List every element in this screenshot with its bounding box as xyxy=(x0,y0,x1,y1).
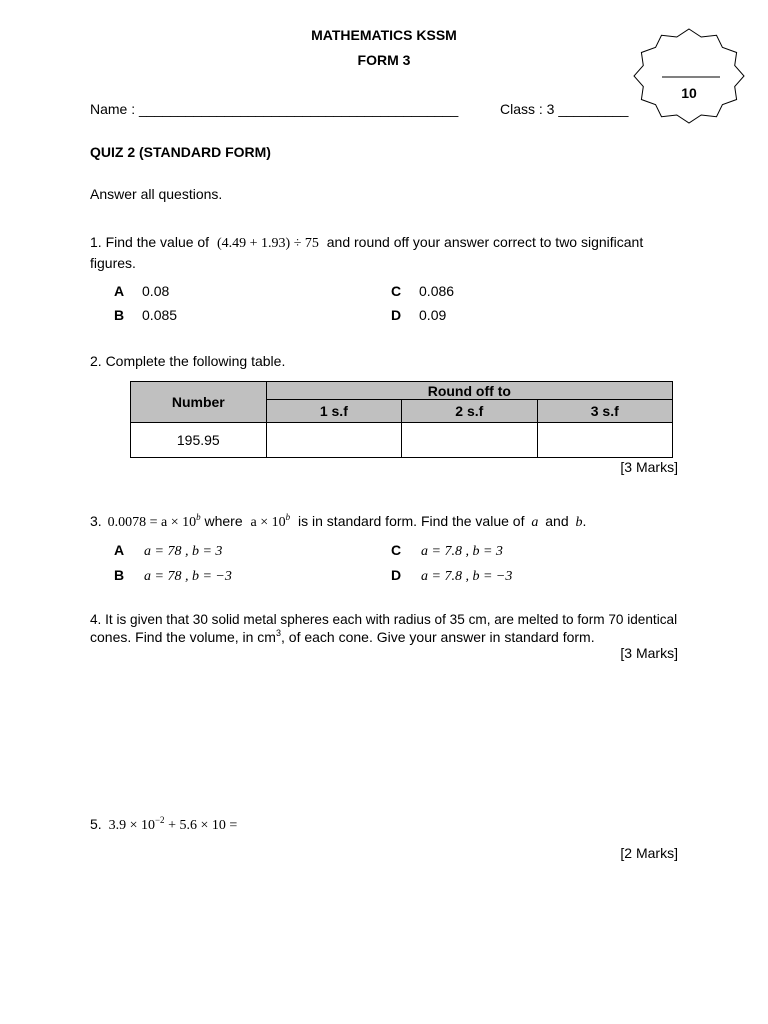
class-field[interactable]: Class : 3 _________ xyxy=(500,101,629,117)
option-letter: C xyxy=(391,542,402,558)
q3-and: and xyxy=(545,513,569,529)
q3-exponent: b xyxy=(196,512,201,522)
header-round-off: Round off to xyxy=(266,382,672,400)
q5-part2: + 5.6 × 10 = xyxy=(164,818,238,833)
q5-expression xyxy=(108,815,238,833)
header-2sf: 2 s.f xyxy=(402,400,537,423)
q3-option-a[interactable] xyxy=(114,542,222,560)
q1-suffix: and round off your answer correct to two significant xyxy=(326,234,644,250)
q3-mid: is in standard form. Find the value of xyxy=(298,513,525,529)
option-letter: C xyxy=(391,283,402,299)
instructions: Answer all questions. xyxy=(90,186,223,202)
question-1-line-1 xyxy=(90,234,643,252)
option-text: 0.08 xyxy=(142,283,170,299)
q4-marks: [3 Marks] xyxy=(620,645,678,661)
q1-option-d[interactable] xyxy=(391,307,446,323)
option-text: a = 78 , b = −3 xyxy=(144,569,232,584)
q3-option-d[interactable] xyxy=(391,567,512,585)
option-text: 0.086 xyxy=(419,283,455,299)
answer-cell-2sf[interactable] xyxy=(402,423,537,458)
option-text: 0.09 xyxy=(419,307,447,323)
score-seal xyxy=(633,28,745,124)
document-title: MATHEMATICS KSSM xyxy=(311,27,457,43)
q1-option-c[interactable] xyxy=(391,283,454,299)
q3-end: . xyxy=(582,513,587,529)
option-text: a = 78 , b = 3 xyxy=(144,544,223,559)
q5-number: 5. xyxy=(90,816,102,832)
q3-lhs: 0.0078 = a × 10 xyxy=(107,515,197,530)
question-2: 2. Complete the following table. xyxy=(90,353,286,369)
option-text: a = 7.8 , b = −3 xyxy=(421,569,513,584)
form-label: FORM 3 xyxy=(357,52,411,68)
option-letter: B xyxy=(114,567,125,583)
option-letter: A xyxy=(114,542,125,558)
q3-exponent-2: b xyxy=(285,512,291,522)
answer-cell-3sf[interactable] xyxy=(537,423,672,458)
answer-cell-1sf[interactable] xyxy=(266,423,401,458)
question-5 xyxy=(90,816,237,834)
q4-superscript: 3 xyxy=(275,628,281,638)
question-4-line-2 xyxy=(90,629,595,645)
option-text: a = 7.8 , b = 3 xyxy=(421,544,503,559)
q1-option-b[interactable] xyxy=(114,307,177,323)
q3-number: 3. xyxy=(90,513,102,529)
option-letter: B xyxy=(114,307,125,323)
q3-equation xyxy=(107,512,201,530)
q1-prefix: 1. Find the value of xyxy=(90,234,210,250)
question-1-line-2: figures. xyxy=(90,255,136,271)
number-cell: 195.95 xyxy=(131,423,267,458)
option-text: 0.085 xyxy=(142,307,178,323)
q3-option-c[interactable] xyxy=(391,542,503,560)
q3-var-b: b xyxy=(575,515,583,530)
header-number: Number xyxy=(131,382,267,423)
option-letter: A xyxy=(114,283,125,299)
option-letter: D xyxy=(391,567,402,583)
q3-var-a: a xyxy=(531,515,539,530)
option-letter: D xyxy=(391,307,402,323)
header-1sf: 1 s.f xyxy=(266,400,401,423)
question-3 xyxy=(90,513,586,531)
q2-marks: [3 Marks] xyxy=(620,459,678,475)
quiz-title: QUIZ 2 (STANDARD FORM) xyxy=(90,144,271,160)
q3-expression xyxy=(250,512,291,530)
round-off-table xyxy=(130,381,673,458)
header-3sf: 3 s.f xyxy=(537,400,672,423)
score-total: 10 xyxy=(681,85,697,101)
seal-badge-icon xyxy=(633,28,745,124)
q3-expr2: a × 10 xyxy=(250,515,286,530)
question-4-line-1: 4. It is given that 30 solid metal spheres each with radius of 35 cm, are melted to form 70 identical xyxy=(90,612,678,627)
q5-exponent: −2 xyxy=(154,815,165,825)
q1-expression: (4.49 + 1.93) ÷ 75 xyxy=(216,236,319,251)
q1-option-a[interactable] xyxy=(114,283,169,299)
q5-marks: [2 Marks] xyxy=(620,845,678,861)
q4-text-a: cones. Find the volume, in cm xyxy=(90,629,276,645)
name-field[interactable]: Name : _________________________________________ xyxy=(90,101,459,117)
q3-where: where xyxy=(204,513,243,529)
q3-option-b[interactable] xyxy=(114,567,232,585)
q4-text-b: , of each cone. Give your answer in standard form. xyxy=(281,629,595,645)
q5-part1: 3.9 × 10 xyxy=(108,818,155,833)
